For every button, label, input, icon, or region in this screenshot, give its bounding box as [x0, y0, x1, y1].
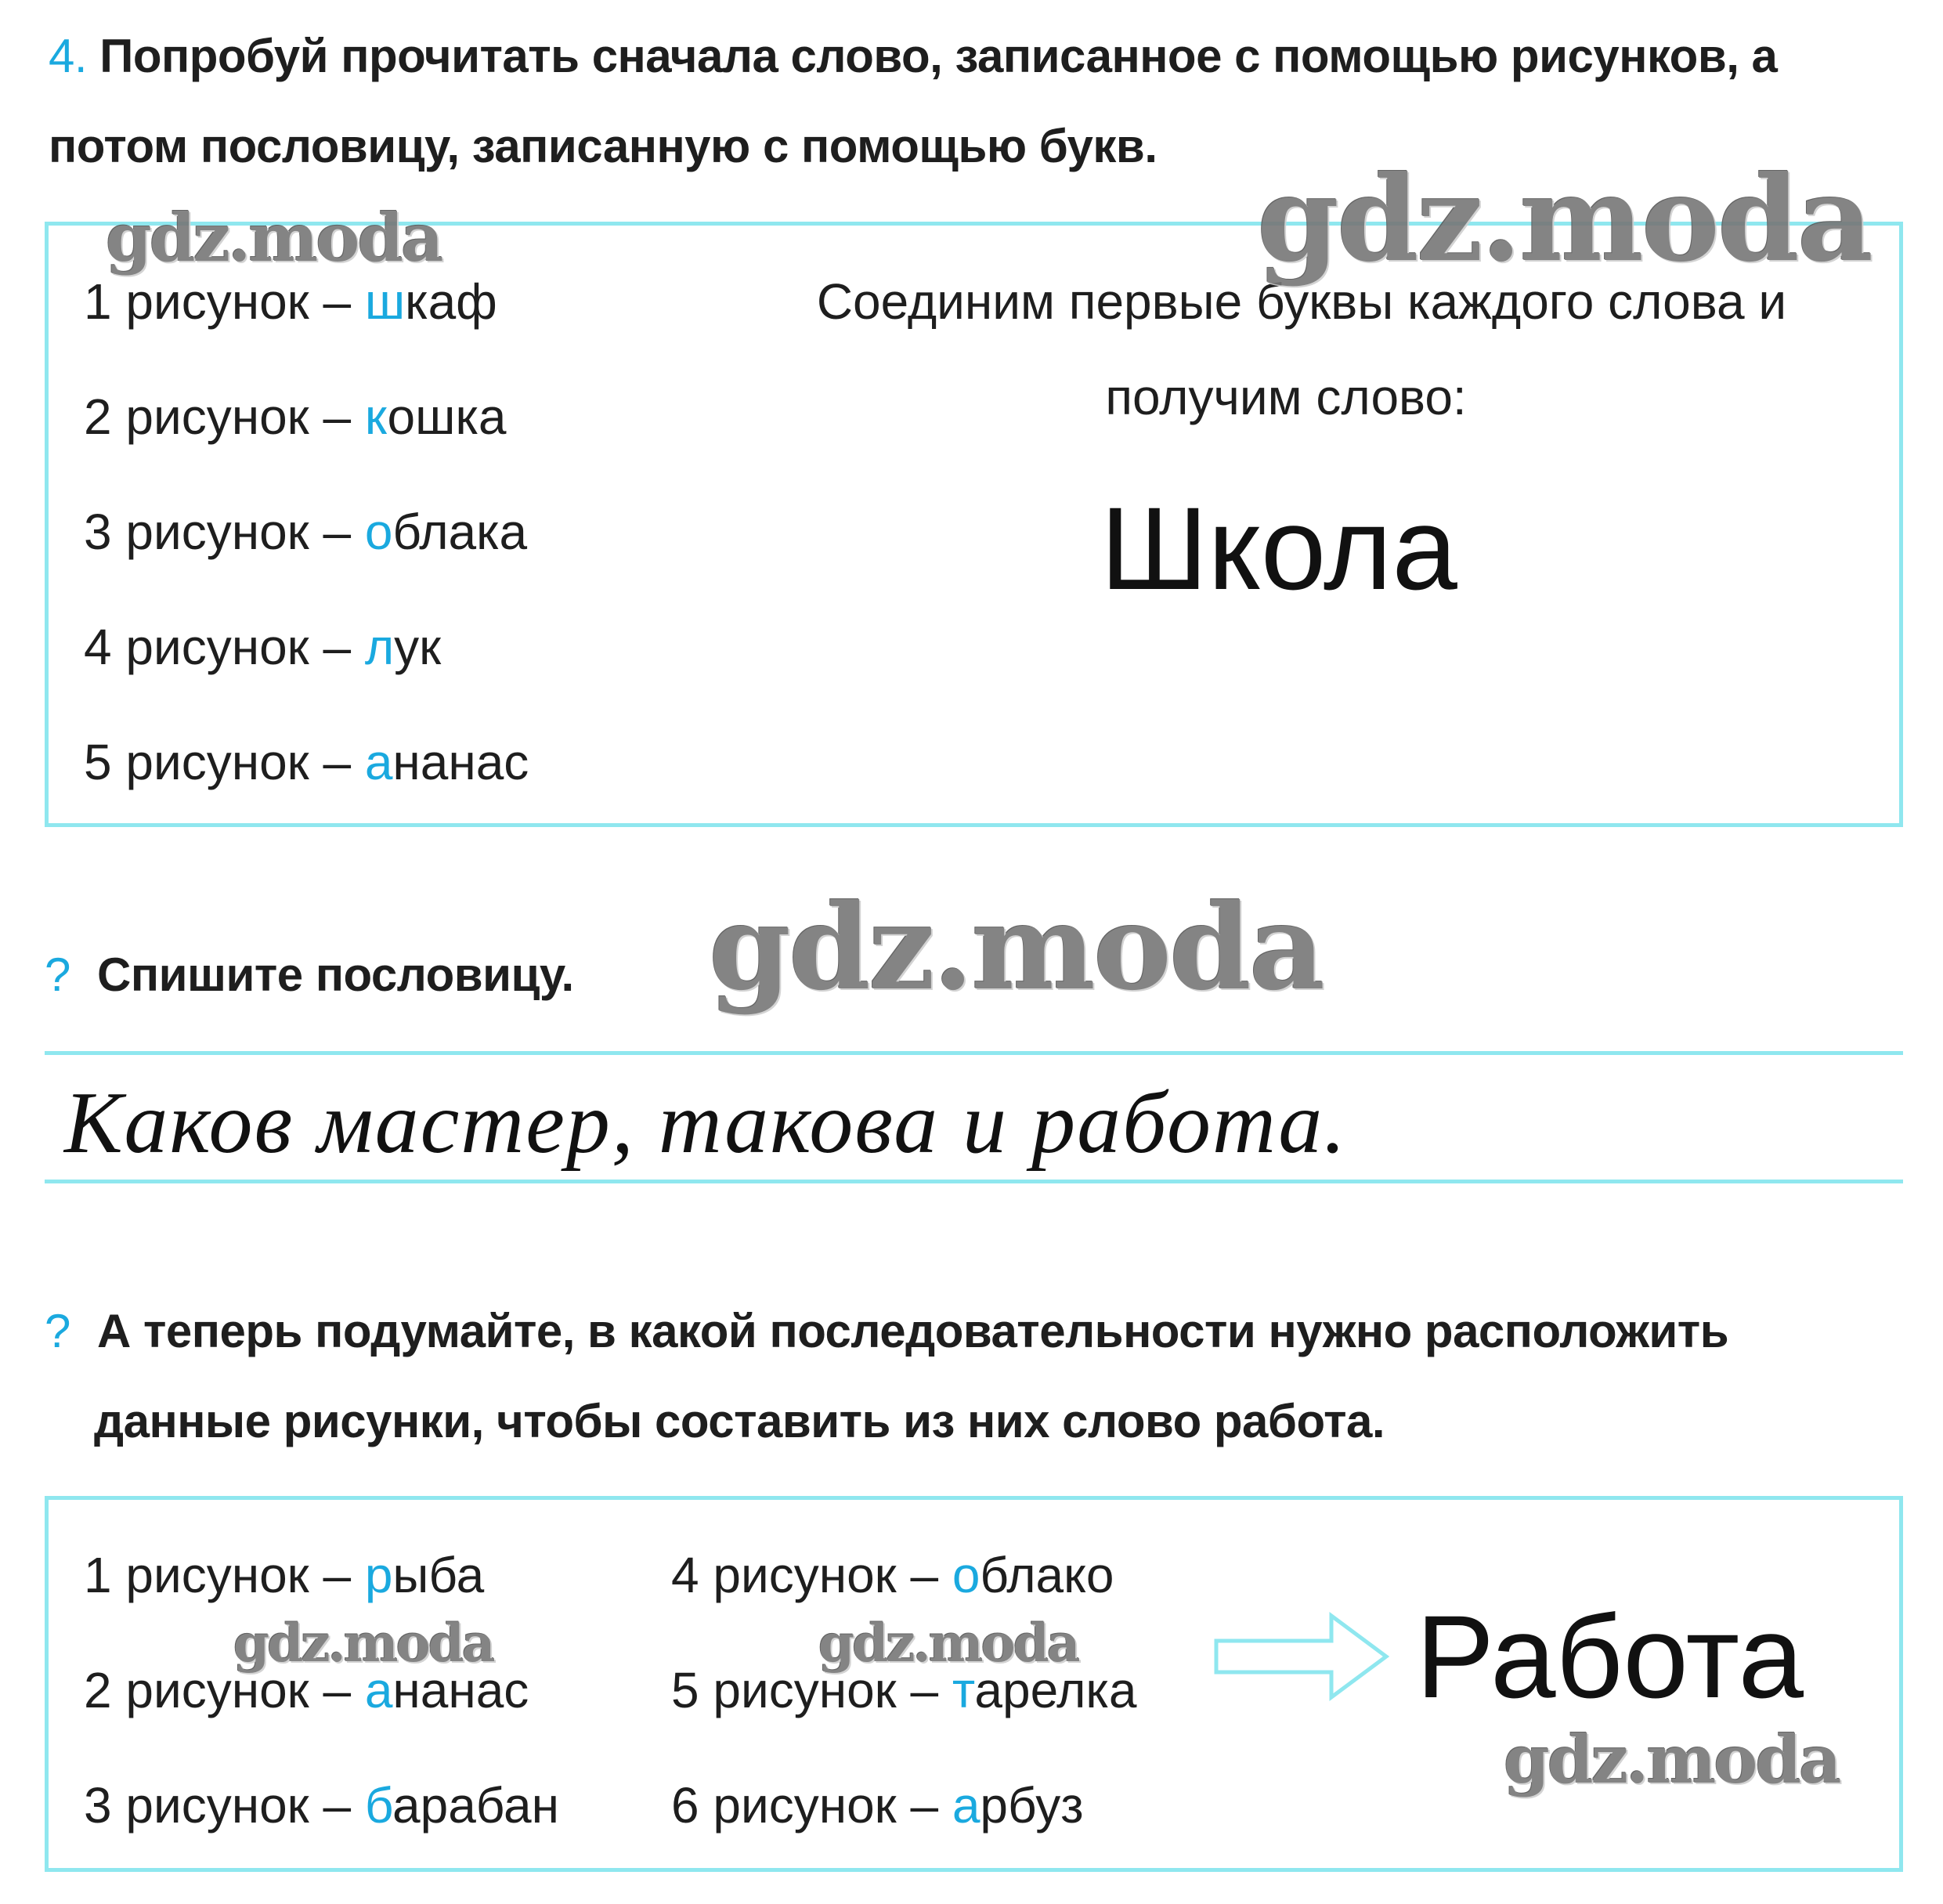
watermark: gdz.moda — [1257, 150, 1872, 288]
writing-line-bottom — [45, 1180, 1903, 1183]
box2-item: 6 рисунок – арбуз — [671, 1777, 1084, 1834]
watermark: gdz.moda — [709, 879, 1324, 1017]
box2-item: 2 рисунок – ананас — [84, 1662, 529, 1718]
box1-explain-line-1: Соединим первые буквы каждого слова и — [816, 273, 1787, 330]
question-mark-icon: ? — [45, 948, 70, 1001]
question-1 — [45, 948, 574, 1001]
arrow-right-icon — [1210, 1610, 1394, 1703]
box1-result-word: Школа — [1100, 482, 1457, 614]
box2-result-word: Работа — [1416, 1591, 1804, 1722]
question-2-line-2: данные рисунки, чтобы составить из них слово работа. — [94, 1395, 1385, 1447]
task-4-line-1 — [49, 30, 1778, 82]
box2-item: 4 рисунок – облако — [671, 1547, 1114, 1603]
box2-item: 5 рисунок – тарелка — [671, 1662, 1137, 1718]
question-mark-icon: ? — [45, 1305, 70, 1357]
question-2-line-1 — [45, 1305, 1729, 1357]
task-number: 4. — [49, 30, 88, 82]
watermark: gdz.moda — [233, 1613, 493, 1674]
question-1-text: Спишите пословицу. — [97, 948, 574, 1001]
box1-item: 5 рисунок – ананас — [84, 734, 529, 790]
box1-item: 4 рисунок – лук — [84, 619, 442, 675]
task-4-line-2: потом пословицу, записанную с помощью букв. — [49, 120, 1157, 172]
box2-item: 3 рисунок – барабан — [84, 1777, 559, 1834]
box1-item: 1 рисунок – шкаф — [84, 273, 497, 330]
proverb-answer: Каков мастер, такова и работа. — [64, 1075, 1348, 1172]
task-text-1: Попробуй прочитать сначала слово, записанное с помощью рисунков, а — [99, 30, 1778, 82]
question-2-text-1: А теперь подумайте, в какой последовательности нужно расположить — [97, 1305, 1729, 1357]
box1-item: 2 рисунок – кошка — [84, 388, 507, 445]
writing-line-top — [45, 1051, 1903, 1055]
watermark: gdz.moda — [106, 199, 442, 276]
watermark: gdz.moda — [1504, 1721, 1840, 1798]
box1-item: 3 рисунок – облака — [84, 504, 528, 560]
box2-item: 1 рисунок – рыба — [84, 1547, 485, 1603]
box1-explain-line-2: получим слово: — [1105, 369, 1467, 425]
watermark: gdz.moda — [818, 1613, 1078, 1674]
